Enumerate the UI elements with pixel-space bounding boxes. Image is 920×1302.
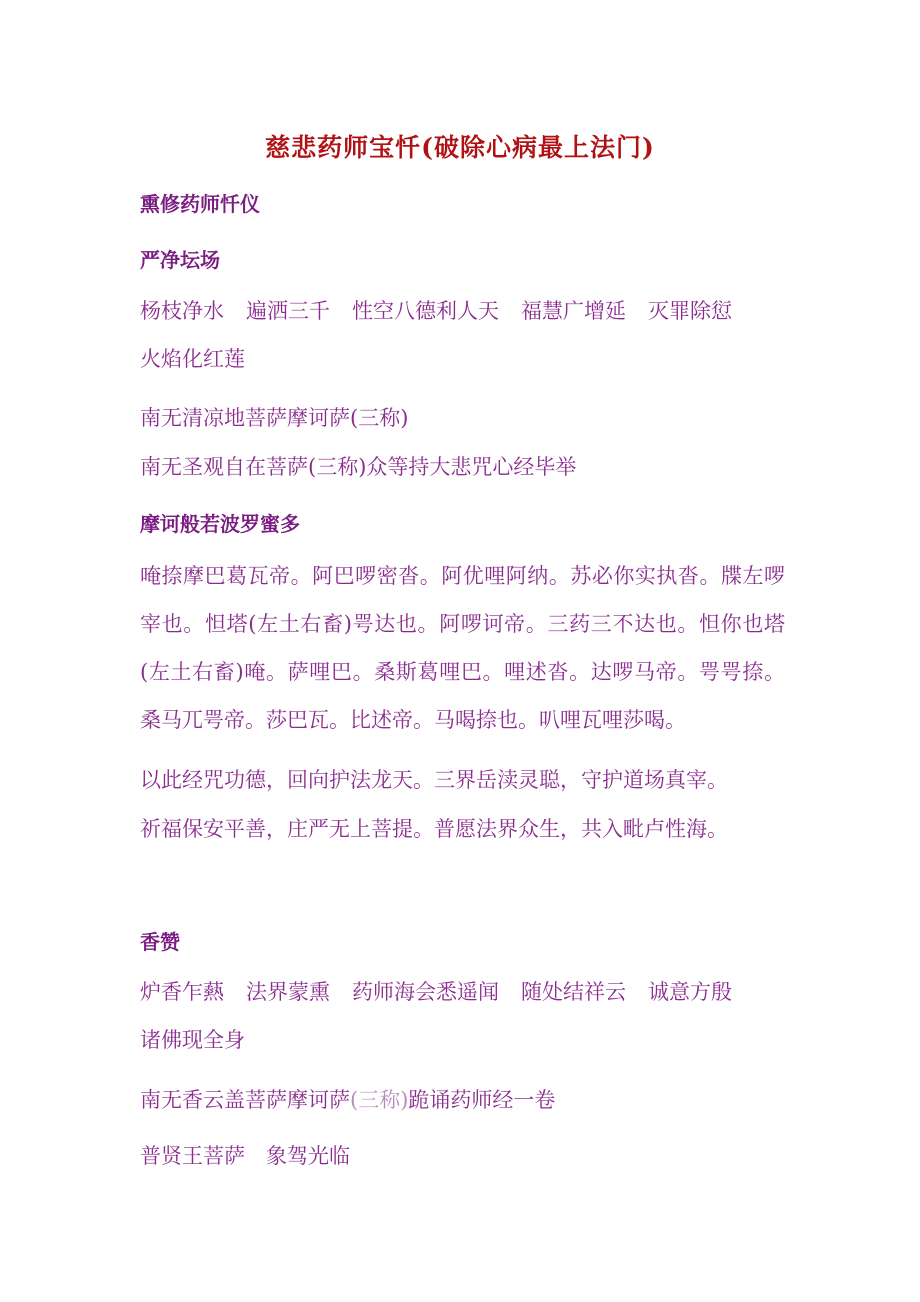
invocation-line: 南无清凉地菩萨摩诃萨(三称)	[140, 406, 409, 430]
section-heading-bore: 摩诃般若波罗蜜多	[140, 512, 300, 536]
section-heading-xunxiu: 熏修药师忏仪	[140, 192, 260, 216]
invocation-line	[140, 1084, 555, 1114]
verse-phrase: 遍洒三千	[246, 299, 330, 323]
page-title: 慈悲药师宝忏(破除心病最上法门)	[265, 133, 655, 162]
verse-phrase: 杨枝净水	[140, 299, 224, 323]
verse-phrase: 灭罪除愆	[648, 299, 732, 323]
invocation-line: 南无圣观自在菩萨(三称)众等持大悲咒心经毕举	[140, 455, 577, 479]
verse-phrase: 诚意方殷	[648, 980, 732, 1004]
invocation-line: 普贤王菩萨 象驾光临	[140, 1144, 350, 1168]
verse-xiangzan	[140, 968, 785, 1064]
repeat-note: (三称)	[350, 1088, 409, 1112]
verse-phrase: 福慧广增延	[521, 299, 626, 323]
invocation-text: 南无香云盖菩萨摩诃萨	[140, 1088, 350, 1112]
invocation-text: 跪诵药师经一卷	[408, 1088, 556, 1112]
verse-phrase: 性空八德利人天	[352, 299, 499, 323]
verse-phrase: 随处结祥云	[521, 980, 626, 1004]
verse-phrase: 法界蒙熏	[246, 980, 330, 1004]
verse-yanjing	[140, 287, 785, 383]
verse-phrase: 药师海会悉遥闻	[352, 980, 499, 1004]
dedication-line: 以此经咒功德，回向护法龙天。三界岳渎灵聪，守护道场真宰。	[140, 768, 728, 792]
section-heading-yanjing: 严净坛场	[140, 248, 220, 272]
verse-phrase: 火焰化红莲	[140, 347, 245, 371]
verse-phrase: 诸佛现全身	[140, 1028, 245, 1052]
mantra-text: 唵捺摩巴葛瓦帝。阿巴啰密沓。阿优哩阿纳。苏必你实执沓。牒左啰宰也。怛塔(左土右畜)咢达也。阿啰诃帝。三药三不达也。怛你也塔(左土右畜)唵。萨哩巴。桑斯葛哩巴。哩述沓。达啰马帝。咢咢捺。桑马兀咢帝。莎巴瓦。比述帝。马喝捺也。叭哩瓦哩莎喝。	[140, 564, 785, 732]
section-heading-xiangzan: 香赞	[140, 930, 180, 954]
verse-phrase: 炉香乍爇	[140, 980, 224, 1004]
dedication-line: 祈福保安平善，庄严无上菩提。普愿法界众生，共入毗卢性海。	[140, 817, 728, 841]
